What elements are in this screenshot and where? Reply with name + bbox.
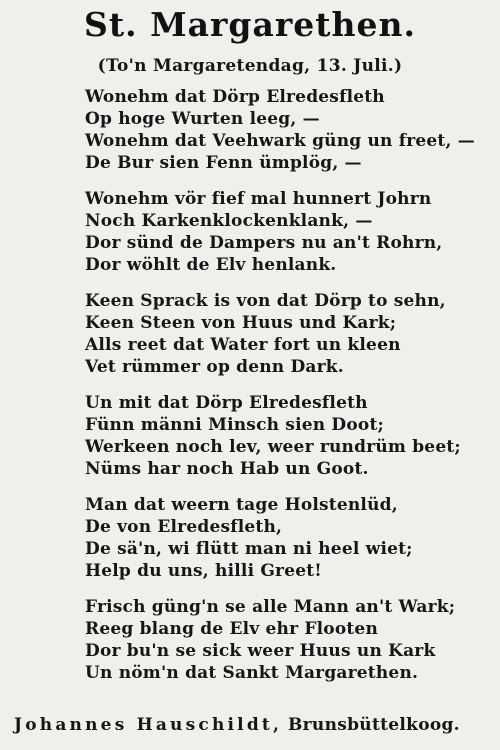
stanza-1 [85, 86, 485, 174]
poem-line: Help du uns, hilli Greet! [85, 561, 322, 581]
stanza-6 [85, 596, 485, 684]
poem-line: Keen Steen von Huus und Kark; [85, 313, 397, 333]
poem-subtitle: (To'n Margaretendag, 13. Juli.) [97, 56, 403, 76]
poem-line: Keen Sprack is von dat Dörp to sehn, [85, 291, 446, 311]
poem-line: Fünn männi Minsch sien Doot; [85, 415, 384, 435]
poem-line: Wonehm dat Dörp Elredesfleth [85, 87, 385, 107]
author-place: Brunsbüttelkoog. [288, 715, 460, 735]
poem-line: Man dat weern tage Holstenlüd, [85, 495, 398, 515]
stanza-2 [85, 188, 485, 276]
author-name: Johannes Hauschildt, [14, 715, 283, 735]
poem-line: De sä'n, wi flütt man ni heel wiet; [85, 539, 413, 559]
poem-line: Wonehm dat Veehwark güng un freet, — [85, 131, 475, 151]
poem-line: Op hoge Wurten leeg, — [85, 109, 320, 129]
author-signature [14, 713, 490, 737]
poem-body [85, 86, 485, 698]
poem-line: Noch Karkenklockenklank, — [85, 211, 373, 231]
poem-line: Wonehm vör fief mal hunnert Johrn [85, 189, 432, 209]
poem-line: Dor sünd de Dampers nu an't Rohrn, [85, 233, 443, 253]
poem-line: Un mit dat Dörp Elredesfleth [85, 393, 368, 413]
poem-line: De von Elredesfleth, [85, 517, 283, 537]
poem-line: Reeg blang de Elv ehr Flooten [85, 619, 379, 639]
stanza-4 [85, 392, 485, 480]
poem-line: Dor wöhlt de Elv henlank. [85, 255, 337, 275]
poem-line: Vet rümmer op denn Dark. [85, 357, 344, 377]
poem-line: Alls reet dat Water fort un kleen [85, 335, 401, 355]
stanza-3 [85, 290, 485, 378]
poem-line: Frisch güng'n se alle Mann an't Wark; [85, 597, 456, 617]
poem-line: Dor bu'n se sick weer Huus un Kark [85, 641, 436, 661]
poem-line: Nüms har noch Hab un Goot. [85, 459, 369, 479]
poem-line: De Bur sien Fenn ümplög, — [85, 153, 362, 173]
stanza-5 [85, 494, 485, 582]
poem-line: Un nöm'n dat Sankt Margarethen. [85, 663, 419, 683]
poem-title: St. Margarethen. [84, 5, 416, 44]
poem-line: Werkeen noch lev, weer rundrüm beet; [85, 437, 461, 457]
